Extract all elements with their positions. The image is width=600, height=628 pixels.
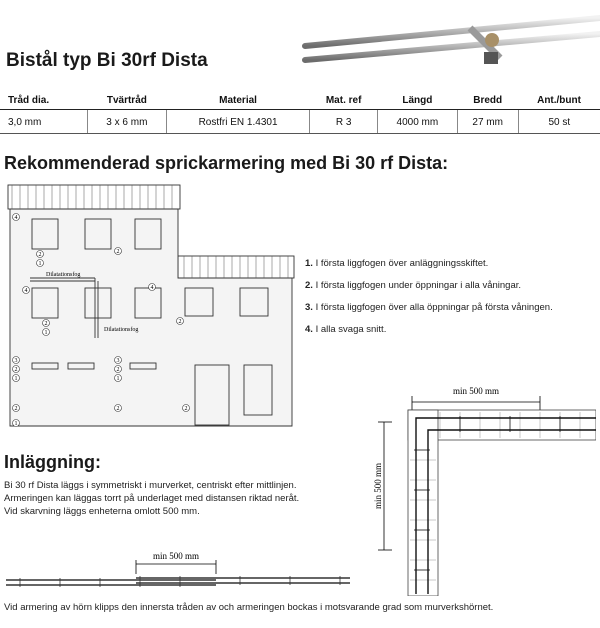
- recommend-heading: Rekommenderad sprickarmering med Bi 30 rf Dista:: [4, 153, 449, 173]
- laying-line: Vid skarvning läggs enheterna omlott 500 mm.: [4, 506, 200, 517]
- svg-text:3: 3: [14, 358, 18, 364]
- svg-text:min 500 mm: min 500 mm: [152, 551, 200, 561]
- svg-text:4: 4: [150, 285, 154, 291]
- svg-text:1: 1: [38, 261, 42, 267]
- svg-text:1: 1: [44, 330, 48, 336]
- spec-header-cell: Tvärtråd: [87, 92, 166, 110]
- svg-text:2: 2: [116, 406, 120, 412]
- svg-text:1: 1: [14, 421, 18, 427]
- spec-cell: R 3: [310, 110, 378, 134]
- laying-line: Armeringen kan läggas torrt på underlaget med distansen riktad neråt.: [4, 493, 300, 504]
- svg-text:Dilatationsfog: Dilatationsfog: [104, 327, 139, 333]
- svg-text:2: 2: [184, 406, 188, 412]
- spec-header-cell: Material: [166, 92, 310, 110]
- recommend-item-3: 3. I första liggfogen över alla öppningar på första våningen.: [305, 302, 553, 313]
- svg-text:1: 1: [14, 376, 18, 382]
- corner-figure: [370, 380, 596, 596]
- recommend-item-4: 4. I alla svaga snitt.: [305, 324, 387, 335]
- facade-diagram: [0, 183, 300, 433]
- svg-text:min 500 mm: min 500 mm: [373, 462, 383, 510]
- spec-cell: 3,0 mm: [0, 110, 87, 134]
- svg-text:2: 2: [178, 319, 182, 325]
- recommend-item-1: 1. I första liggfogen över anläggningsskiftet.: [305, 258, 489, 269]
- footer-note: Vid armering av hörn klipps den innersta tråden av och armeringen bockas i motsvarande grad som murverkshörnet.: [4, 602, 494, 613]
- spec-header-cell: Mat. ref: [310, 92, 378, 110]
- svg-text:2: 2: [116, 249, 120, 255]
- svg-text:Dilatationsfog: Dilatationsfog: [46, 272, 81, 278]
- svg-text:2: 2: [44, 321, 48, 327]
- product-photo: [300, 0, 600, 72]
- spec-cell: Rostfri EN 1.4301: [166, 110, 310, 134]
- spec-cell: 27 mm: [457, 110, 518, 134]
- spec-header-cell: Ant./bunt: [518, 92, 600, 110]
- spec-header-cell: Bredd: [457, 92, 518, 110]
- laying-paragraph: [4, 479, 364, 518]
- svg-text:2: 2: [14, 406, 18, 412]
- spec-header-cell: Längd: [377, 92, 457, 110]
- product-title: Bistål typ Bi 30rf Dista: [6, 50, 208, 71]
- svg-text:2: 2: [38, 252, 42, 258]
- spec-cell: 3 x 6 mm: [87, 110, 166, 134]
- svg-text:min 500 mm: min 500 mm: [452, 386, 500, 396]
- overlap-figure: [0, 540, 360, 592]
- spec-table: [0, 92, 600, 134]
- svg-text:2: 2: [116, 367, 120, 373]
- svg-text:4: 4: [14, 215, 18, 221]
- svg-text:2: 2: [14, 367, 18, 373]
- spec-cell: 50 st: [518, 110, 600, 134]
- spec-row: [0, 110, 600, 134]
- recommend-item-2: 2. I första liggfogen under öppningar i alla våningar.: [305, 280, 522, 291]
- laying-heading: Inläggning:: [4, 452, 101, 472]
- laying-line: Bi 30 rf Dista läggs i symmetriskt i murverket, centriskt efter mittlinjen.: [4, 480, 297, 491]
- svg-text:1: 1: [116, 376, 120, 382]
- svg-text:3: 3: [116, 358, 120, 364]
- spec-header-cell: Tråd dia.: [0, 92, 87, 110]
- svg-text:4: 4: [24, 288, 28, 294]
- spec-cell: 4000 mm: [377, 110, 457, 134]
